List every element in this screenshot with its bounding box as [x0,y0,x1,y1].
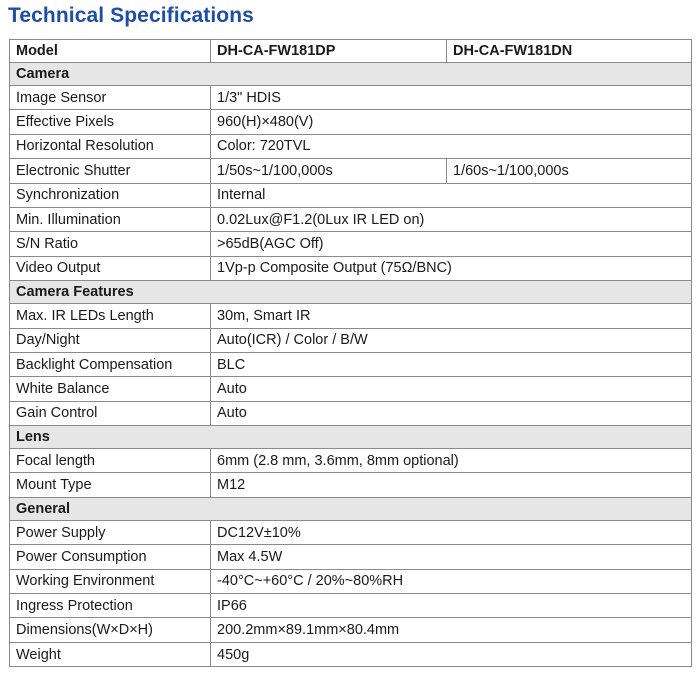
spec-row [10,618,692,642]
spec-row [10,545,692,569]
spec-row [10,183,692,207]
page-title: Technical Specifications [8,4,254,27]
spec-label: Gain Control [10,401,211,425]
spec-row [10,256,692,280]
section-row [10,281,692,304]
spec-value: 1Vp-p Composite Output (75Ω/BNC) [211,256,692,280]
model-name-dp: DH-CA-FW181DP [211,40,447,63]
spec-label: Video Output [10,256,211,280]
spec-row [10,159,692,183]
spec-label: Day/Night [10,328,211,352]
spec-row [10,328,692,352]
spec-value: 0.02Lux@F1.2(0Lux IR LED on) [211,207,692,231]
spec-value: 1/3" HDIS [211,86,692,110]
spec-value: Max 4.5W [211,545,692,569]
spec-label: Focal length [10,449,211,473]
section-title: Camera Features [10,281,692,304]
spec-label: Image Sensor [10,86,211,110]
spec-table [9,39,692,667]
spec-label: Electronic Shutter [10,159,211,183]
spec-value: 200.2mm×89.1mm×80.4mm [211,618,692,642]
spec-label: Weight [10,642,211,666]
spec-label: Horizontal Resolution [10,134,211,158]
spec-row [10,473,692,497]
section-title: Lens [10,426,692,449]
spec-row [10,352,692,376]
spec-value-dn: 1/60s~1/100,000s [447,159,692,183]
spec-row [10,304,692,328]
spec-value: -40°C~+60°C / 20%~80%RH [211,569,692,593]
spec-value: BLC [211,352,692,376]
section-row [10,497,692,520]
spec-label: Min. Illumination [10,207,211,231]
spec-row [10,594,692,618]
spec-row [10,401,692,425]
spec-row [10,377,692,401]
spec-label: Effective Pixels [10,110,211,134]
model-header-label: Model [10,40,211,63]
spec-value: 450g [211,642,692,666]
spec-row [10,520,692,544]
spec-value: Color: 720TVL [211,134,692,158]
spec-label: Power Consumption [10,545,211,569]
spec-row [10,134,692,158]
model-name-dn: DH-CA-FW181DN [447,40,692,63]
spec-label: White Balance [10,377,211,401]
spec-row [10,207,692,231]
spec-value: 30m, Smart IR [211,304,692,328]
spec-value: 1/50s~1/100,000s [211,159,447,183]
spec-label: Synchronization [10,183,211,207]
spec-value: M12 [211,473,692,497]
spec-label: Power Supply [10,520,211,544]
spec-value: IP66 [211,594,692,618]
spec-value: >65dB(AGC Off) [211,232,692,256]
spec-row [10,449,692,473]
spec-row [10,642,692,666]
spec-label: Mount Type [10,473,211,497]
section-title: General [10,497,692,520]
spec-label: S/N Ratio [10,232,211,256]
spec-row [10,232,692,256]
spec-value: Auto(ICR) / Color / B/W [211,328,692,352]
spec-label: Working Environment [10,569,211,593]
spec-row [10,86,692,110]
spec-table-body [10,40,692,667]
spec-value: DC12V±10% [211,520,692,544]
spec-value: 6mm (2.8 mm, 3.6mm, 8mm optional) [211,449,692,473]
spec-row [10,110,692,134]
spec-value: 960(H)×480(V) [211,110,692,134]
section-title: Camera [10,63,692,86]
spec-label: Backlight Compensation [10,352,211,376]
section-row [10,426,692,449]
spec-label: Max. IR LEDs Length [10,304,211,328]
spec-label: Dimensions(W×D×H) [10,618,211,642]
spec-value: Auto [211,401,692,425]
spec-value: Internal [211,183,692,207]
spec-value: Auto [211,377,692,401]
section-row [10,63,692,86]
spec-row [10,569,692,593]
model-header-row [10,40,692,63]
spec-label: Ingress Protection [10,594,211,618]
